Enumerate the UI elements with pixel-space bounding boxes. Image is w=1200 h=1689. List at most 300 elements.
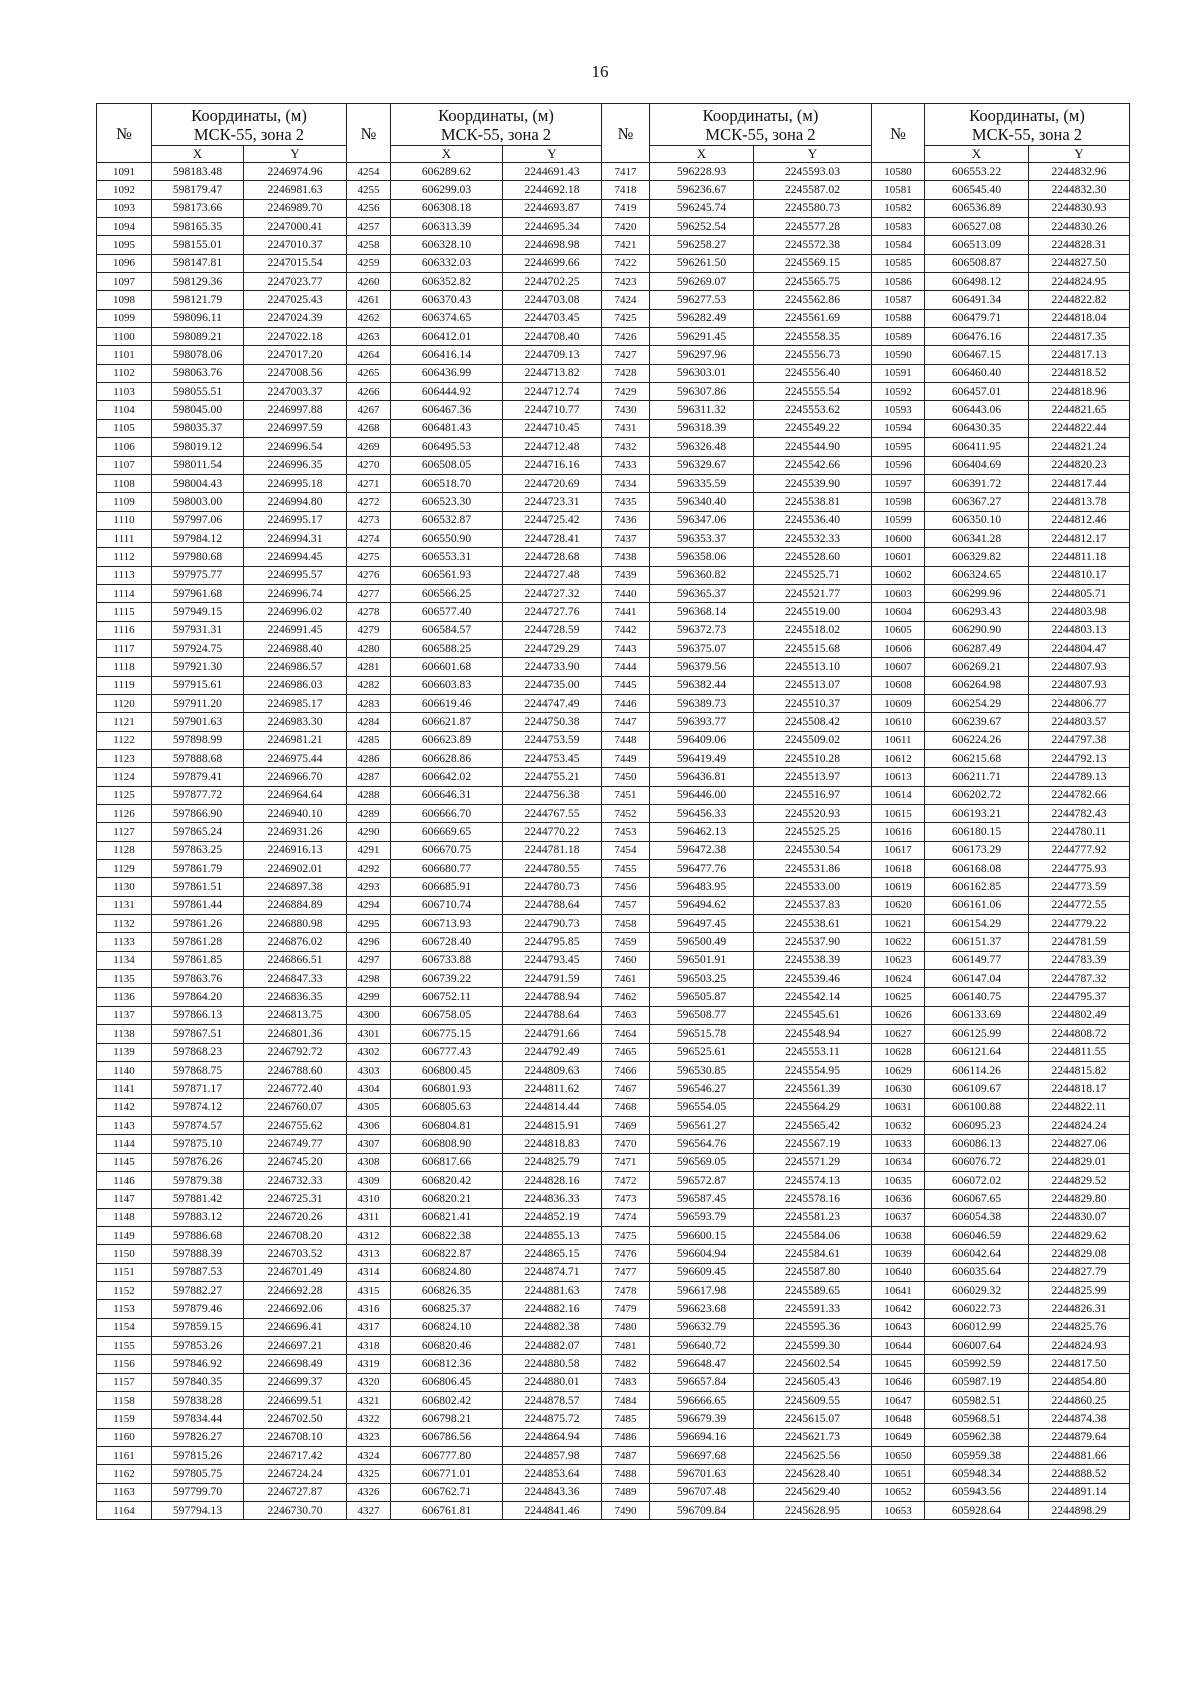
x-coordinate-cell: 606713.93: [391, 915, 503, 933]
y-coordinate-cell: 2246697.21: [244, 1337, 347, 1355]
table-row: [97, 1171, 1130, 1189]
x-coordinate-cell: 597846.92: [152, 1355, 244, 1373]
y-coordinate-cell: 2244788.64: [503, 896, 602, 914]
point-number-cell: 1135: [97, 970, 152, 988]
point-number-cell: 4257: [347, 218, 391, 236]
point-number-cell: 10612: [872, 750, 925, 768]
y-coordinate-cell: 2244817.50: [1029, 1355, 1130, 1373]
y-coordinate-cell: 2246717.42: [244, 1447, 347, 1465]
table-row: [97, 218, 1130, 236]
y-coordinate-cell: 2244781.59: [1029, 933, 1130, 951]
y-coordinate-cell: 2245602.54: [754, 1355, 872, 1373]
x-coordinate-cell: 606518.70: [391, 474, 503, 492]
x-coordinate-cell: 606824.80: [391, 1263, 503, 1281]
y-coordinate-cell: 2245574.13: [754, 1171, 872, 1189]
point-number-cell: 1138: [97, 1025, 152, 1043]
y-coordinate-cell: 2244797.38: [1029, 731, 1130, 749]
point-number-cell: 1092: [97, 181, 152, 199]
point-number-cell: 10633: [872, 1135, 925, 1153]
x-coordinate-cell: 606527.08: [925, 218, 1029, 236]
y-coordinate-cell: 2244805.71: [1029, 584, 1130, 602]
point-number-cell: 4306: [347, 1116, 391, 1134]
x-coordinate-cell: 596679.39: [650, 1410, 754, 1428]
x-coordinate-cell: 597949.15: [152, 603, 244, 621]
y-coordinate-cell: 2245513.10: [754, 658, 872, 676]
y-coordinate-cell: 2244824.95: [1029, 273, 1130, 291]
y-coordinate-cell: 2245587.02: [754, 181, 872, 199]
x-coordinate-cell: 596258.27: [650, 236, 754, 254]
point-number-cell: 10635: [872, 1171, 925, 1189]
x-coordinate-cell: 606642.02: [391, 768, 503, 786]
y-coordinate-cell: 2246730.70: [244, 1502, 347, 1520]
y-coordinate-cell: 2244829.01: [1029, 1153, 1130, 1171]
y-coordinate-cell: 2244710.45: [503, 419, 602, 437]
point-number-cell: 7473: [602, 1190, 650, 1208]
y-coordinate-cell: 2246994.31: [244, 529, 347, 547]
x-coordinate-cell: 597861.26: [152, 915, 244, 933]
y-coordinate-cell: 2245536.40: [754, 511, 872, 529]
point-number-cell: 4314: [347, 1263, 391, 1281]
table-row: [97, 1337, 1130, 1355]
y-coordinate-cell: 2245584.61: [754, 1245, 872, 1263]
y-coordinate-cell: 2245509.02: [754, 731, 872, 749]
x-coordinate-cell: 606404.69: [925, 456, 1029, 474]
point-number-cell: 10644: [872, 1337, 925, 1355]
x-coordinate-cell: 596261.50: [650, 254, 754, 272]
x-coordinate-cell: 606603.83: [391, 676, 503, 694]
point-number-cell: 4269: [347, 438, 391, 456]
point-number-cell: 4286: [347, 750, 391, 768]
point-number-cell: 10595: [872, 438, 925, 456]
x-coordinate-cell: 596561.27: [650, 1116, 754, 1134]
table-row: [97, 1428, 1130, 1446]
x-coordinate-cell: 597863.25: [152, 841, 244, 859]
y-coordinate-cell: 2244879.64: [1029, 1428, 1130, 1446]
x-coordinate-cell: 597861.28: [152, 933, 244, 951]
point-number-cell: 10602: [872, 566, 925, 584]
point-number-cell: 4266: [347, 383, 391, 401]
point-number-cell: 1146: [97, 1171, 152, 1189]
x-coordinate-cell: 606566.25: [391, 584, 503, 602]
point-number-cell: 1103: [97, 383, 152, 401]
point-number-cell: 10610: [872, 713, 925, 731]
y-coordinate-cell: 2244772.55: [1029, 896, 1130, 914]
table-row: [97, 713, 1130, 731]
point-number-cell: 1124: [97, 768, 152, 786]
y-coordinate-cell: 2244829.80: [1029, 1190, 1130, 1208]
x-coordinate-cell: 606352.82: [391, 273, 503, 291]
point-number-cell: 10629: [872, 1061, 925, 1079]
x-coordinate-cell: 596515.78: [650, 1025, 754, 1043]
y-coordinate-cell: 2246995.17: [244, 511, 347, 529]
x-coordinate-cell: 606820.21: [391, 1190, 503, 1208]
x-coordinate-cell: 596446.00: [650, 786, 754, 804]
point-number-cell: 4271: [347, 474, 391, 492]
y-coordinate-cell: 2245515.68: [754, 639, 872, 657]
point-number-cell: 7440: [602, 584, 650, 602]
point-number-cell: 4275: [347, 548, 391, 566]
point-number-cell: 4277: [347, 584, 391, 602]
y-coordinate-cell: 2244821.24: [1029, 438, 1130, 456]
y-coordinate-cell: 2244733.90: [503, 658, 602, 676]
point-number-cell: 4305: [347, 1098, 391, 1116]
point-number-cell: 7430: [602, 401, 650, 419]
x-coordinate-cell: 596617.98: [650, 1281, 754, 1299]
x-coordinate-cell: 596335.59: [650, 474, 754, 492]
point-number-cell: 7465: [602, 1043, 650, 1061]
y-coordinate-cell: 2245605.43: [754, 1373, 872, 1391]
point-number-cell: 4254: [347, 163, 391, 181]
x-coordinate-cell: 605992.59: [925, 1355, 1029, 1373]
x-coordinate-cell: 597861.44: [152, 896, 244, 914]
y-coordinate-cell: 2245513.07: [754, 676, 872, 694]
y-coordinate-cell: 2246994.45: [244, 548, 347, 566]
point-number-cell: 7432: [602, 438, 650, 456]
x-coordinate-cell: 606584.57: [391, 621, 503, 639]
y-coordinate-cell: 2244792.13: [1029, 750, 1130, 768]
point-number-cell: 7439: [602, 566, 650, 584]
point-number-cell: 4315: [347, 1281, 391, 1299]
table-body: [97, 163, 1130, 1520]
table-row: [97, 1355, 1130, 1373]
x-coordinate-cell: 605959.38: [925, 1447, 1029, 1465]
point-number-cell: 1141: [97, 1080, 152, 1098]
point-number-cell: 4272: [347, 493, 391, 511]
y-coordinate-cell: 2244817.13: [1029, 346, 1130, 364]
table-row: [97, 566, 1130, 584]
y-coordinate-cell: 2244864.94: [503, 1428, 602, 1446]
x-coordinate-cell: 606289.62: [391, 163, 503, 181]
x-coordinate-cell: 597866.90: [152, 805, 244, 823]
x-coordinate-cell: 606680.77: [391, 860, 503, 878]
point-number-cell: 1150: [97, 1245, 152, 1263]
x-coordinate-cell: 597840.35: [152, 1373, 244, 1391]
y-coordinate-cell: 2244857.98: [503, 1447, 602, 1465]
y-coordinate-cell: 2244775.93: [1029, 860, 1130, 878]
point-number-cell: 1160: [97, 1428, 152, 1446]
y-coordinate-cell: 2244874.38: [1029, 1410, 1130, 1428]
y-coordinate-cell: 2244803.13: [1029, 621, 1130, 639]
x-coordinate-cell: 596372.73: [650, 621, 754, 639]
x-coordinate-cell: 597815.26: [152, 1447, 244, 1465]
x-coordinate-cell: 597997.06: [152, 511, 244, 529]
point-number-cell: 1144: [97, 1135, 152, 1153]
point-number-cell: 10608: [872, 676, 925, 694]
y-coordinate-cell: 2244795.37: [1029, 988, 1130, 1006]
y-coordinate-cell: 2244882.07: [503, 1337, 602, 1355]
point-number-cell: 4290: [347, 823, 391, 841]
x-coordinate-cell: 597924.75: [152, 639, 244, 657]
point-number-cell: 7438: [602, 548, 650, 566]
x-coordinate-cell: 606290.90: [925, 621, 1029, 639]
point-number-cell: 4300: [347, 1006, 391, 1024]
y-coordinate-cell: 2245629.40: [754, 1483, 872, 1501]
column-header-coordinates: [925, 104, 1130, 146]
point-number-cell: 4322: [347, 1410, 391, 1428]
table-row: [97, 1135, 1130, 1153]
table-row: [97, 1318, 1130, 1336]
point-number-cell: 4288: [347, 786, 391, 804]
table-row: [97, 823, 1130, 841]
point-number-cell: 4270: [347, 456, 391, 474]
x-coordinate-cell: 606029.32: [925, 1281, 1029, 1299]
y-coordinate-cell: 2244822.11: [1029, 1098, 1130, 1116]
point-number-cell: 1157: [97, 1373, 152, 1391]
y-coordinate-cell: 2244824.93: [1029, 1337, 1130, 1355]
y-coordinate-cell: 2244803.57: [1029, 713, 1130, 731]
table-row: [97, 1300, 1130, 1318]
point-number-cell: 7420: [602, 218, 650, 236]
x-coordinate-cell: 606508.87: [925, 254, 1029, 272]
x-coordinate-cell: 597961.68: [152, 584, 244, 602]
x-coordinate-cell: 606476.16: [925, 328, 1029, 346]
y-coordinate-cell: 2244781.18: [503, 841, 602, 859]
point-number-cell: 1137: [97, 1006, 152, 1024]
x-coordinate-cell: 596340.40: [650, 493, 754, 511]
point-number-cell: 7489: [602, 1483, 650, 1501]
point-number-cell: 1119: [97, 676, 152, 694]
table-row: [97, 1410, 1130, 1428]
y-coordinate-cell: 2244852.19: [503, 1208, 602, 1226]
point-number-cell: 1113: [97, 566, 152, 584]
coordinates-subtitle: МСК-55, зона 2: [193, 124, 305, 144]
x-coordinate-cell: 598063.76: [152, 364, 244, 382]
x-coordinate-cell: 597888.68: [152, 750, 244, 768]
x-coordinate-cell: 606786.56: [391, 1428, 503, 1446]
x-coordinate-cell: 596228.93: [650, 163, 754, 181]
point-number-cell: 1136: [97, 988, 152, 1006]
y-coordinate-cell: 2245595.36: [754, 1318, 872, 1336]
coordinates-table: [96, 103, 1130, 1520]
x-coordinate-cell: 606577.40: [391, 603, 503, 621]
point-number-cell: 4285: [347, 731, 391, 749]
x-coordinate-cell: 606444.92: [391, 383, 503, 401]
y-coordinate-cell: 2244881.66: [1029, 1447, 1130, 1465]
x-coordinate-cell: 597931.31: [152, 621, 244, 639]
x-coordinate-cell: 606332.03: [391, 254, 503, 272]
x-coordinate-cell: 596375.07: [650, 639, 754, 657]
x-coordinate-cell: 606553.31: [391, 548, 503, 566]
x-coordinate-cell: 596508.77: [650, 1006, 754, 1024]
x-coordinate-cell: 598078.06: [152, 346, 244, 364]
x-coordinate-cell: 606777.43: [391, 1043, 503, 1061]
y-coordinate-cell: 2244780.73: [503, 878, 602, 896]
column-header-x: X: [391, 146, 503, 163]
y-coordinate-cell: 2244854.80: [1029, 1373, 1130, 1391]
point-number-cell: 7426: [602, 328, 650, 346]
point-number-cell: 7427: [602, 346, 650, 364]
point-number-cell: 10646: [872, 1373, 925, 1391]
x-coordinate-cell: 596525.61: [650, 1043, 754, 1061]
point-number-cell: 7472: [602, 1171, 650, 1189]
point-number-cell: 4310: [347, 1190, 391, 1208]
table-row: [97, 658, 1130, 676]
x-coordinate-cell: 606812.36: [391, 1355, 503, 1373]
y-coordinate-cell: 2244836.33: [503, 1190, 602, 1208]
point-number-cell: 7442: [602, 621, 650, 639]
point-number-cell: 1155: [97, 1337, 152, 1355]
y-coordinate-cell: 2245599.30: [754, 1337, 872, 1355]
y-coordinate-cell: 2244792.49: [503, 1043, 602, 1061]
y-coordinate-cell: 2244804.47: [1029, 639, 1130, 657]
point-number-cell: 10597: [872, 474, 925, 492]
x-coordinate-cell: 606628.86: [391, 750, 503, 768]
point-number-cell: 4312: [347, 1226, 391, 1244]
x-coordinate-cell: 597882.27: [152, 1281, 244, 1299]
y-coordinate-cell: 2244818.96: [1029, 383, 1130, 401]
point-number-cell: 7429: [602, 383, 650, 401]
x-coordinate-cell: 605982.51: [925, 1392, 1029, 1410]
y-coordinate-cell: 2245556.40: [754, 364, 872, 382]
y-coordinate-cell: 2244789.13: [1029, 768, 1130, 786]
point-number-cell: 4309: [347, 1171, 391, 1189]
page-number: 16: [591, 62, 609, 81]
x-coordinate-cell: 606086.13: [925, 1135, 1029, 1153]
y-coordinate-cell: 2246981.21: [244, 731, 347, 749]
point-number-cell: 7424: [602, 291, 650, 309]
point-number-cell: 4304: [347, 1080, 391, 1098]
x-coordinate-cell: 606825.37: [391, 1300, 503, 1318]
point-number-cell: 7466: [602, 1061, 650, 1079]
point-number-cell: 1125: [97, 786, 152, 804]
x-coordinate-cell: 606685.91: [391, 878, 503, 896]
point-number-cell: 4303: [347, 1061, 391, 1079]
y-coordinate-cell: 2244830.26: [1029, 218, 1130, 236]
x-coordinate-cell: 596252.54: [650, 218, 754, 236]
table-row: [97, 456, 1130, 474]
point-number-cell: 7444: [602, 658, 650, 676]
table-row: [97, 603, 1130, 621]
point-number-cell: 7443: [602, 639, 650, 657]
x-coordinate-cell: 606561.93: [391, 566, 503, 584]
y-coordinate-cell: 2244773.59: [1029, 878, 1130, 896]
y-coordinate-cell: 2244708.40: [503, 328, 602, 346]
x-coordinate-cell: 606287.49: [925, 639, 1029, 657]
y-coordinate-cell: 2246991.45: [244, 621, 347, 639]
y-coordinate-cell: 2244822.82: [1029, 291, 1130, 309]
point-number-cell: 10594: [872, 419, 925, 437]
x-coordinate-cell: 606820.42: [391, 1171, 503, 1189]
point-number-cell: 10640: [872, 1263, 925, 1281]
point-number-cell: 4325: [347, 1465, 391, 1483]
x-coordinate-cell: 597886.68: [152, 1226, 244, 1244]
x-coordinate-cell: 606293.43: [925, 603, 1029, 621]
y-coordinate-cell: 2244827.79: [1029, 1263, 1130, 1281]
point-number-cell: 1158: [97, 1392, 152, 1410]
y-coordinate-cell: 2244703.08: [503, 291, 602, 309]
x-coordinate-cell: 596318.39: [650, 419, 754, 437]
point-number-cell: 10619: [872, 878, 925, 896]
point-number-cell: 7435: [602, 493, 650, 511]
point-number-cell: 1117: [97, 639, 152, 657]
x-coordinate-cell: 606467.36: [391, 401, 503, 419]
x-coordinate-cell: 606804.81: [391, 1116, 503, 1134]
x-coordinate-cell: 596604.94: [650, 1245, 754, 1263]
point-number-cell: 1162: [97, 1465, 152, 1483]
y-coordinate-cell: 2245520.93: [754, 805, 872, 823]
x-coordinate-cell: 606067.65: [925, 1190, 1029, 1208]
x-coordinate-cell: 597898.99: [152, 731, 244, 749]
y-coordinate-cell: 2244828.31: [1029, 236, 1130, 254]
point-number-cell: 4308: [347, 1153, 391, 1171]
point-number-cell: 4299: [347, 988, 391, 1006]
point-number-cell: 4265: [347, 364, 391, 382]
point-number-cell: 1102: [97, 364, 152, 382]
table-row: [97, 1483, 1130, 1501]
point-number-cell: 4326: [347, 1483, 391, 1501]
x-coordinate-cell: 596701.63: [650, 1465, 754, 1483]
x-coordinate-cell: 597805.75: [152, 1465, 244, 1483]
point-number-cell: 7448: [602, 731, 650, 749]
y-coordinate-cell: 2244782.43: [1029, 805, 1130, 823]
point-number-cell: 7483: [602, 1373, 650, 1391]
y-coordinate-cell: 2245538.39: [754, 951, 872, 969]
point-number-cell: 10607: [872, 658, 925, 676]
y-coordinate-cell: 2244753.59: [503, 731, 602, 749]
x-coordinate-cell: 598179.47: [152, 181, 244, 199]
x-coordinate-cell: 598055.51: [152, 383, 244, 401]
y-coordinate-cell: 2245510.28: [754, 750, 872, 768]
x-coordinate-cell: 596347.06: [650, 511, 754, 529]
y-coordinate-cell: 2246698.49: [244, 1355, 347, 1373]
y-coordinate-cell: 2244888.52: [1029, 1465, 1130, 1483]
y-coordinate-cell: 2244813.78: [1029, 493, 1130, 511]
y-coordinate-cell: 2244891.14: [1029, 1483, 1130, 1501]
x-coordinate-cell: 597866.13: [152, 1006, 244, 1024]
x-coordinate-cell: 606802.42: [391, 1392, 503, 1410]
x-coordinate-cell: 606430.35: [925, 419, 1029, 437]
table-row: [97, 529, 1130, 547]
x-coordinate-cell: 606022.73: [925, 1300, 1029, 1318]
y-coordinate-cell: 2244806.77: [1029, 694, 1130, 712]
y-coordinate-cell: 2246975.44: [244, 750, 347, 768]
x-coordinate-cell: 606042.64: [925, 1245, 1029, 1263]
table-row: [97, 1025, 1130, 1043]
y-coordinate-cell: 2246994.80: [244, 493, 347, 511]
y-coordinate-cell: 2244814.44: [503, 1098, 602, 1116]
y-coordinate-cell: 2244811.18: [1029, 548, 1130, 566]
table-row: [97, 346, 1130, 364]
x-coordinate-cell: 606820.46: [391, 1337, 503, 1355]
point-number-cell: 1148: [97, 1208, 152, 1226]
y-coordinate-cell: 2247000.41: [244, 218, 347, 236]
y-coordinate-cell: 2246902.01: [244, 860, 347, 878]
point-number-cell: 10596: [872, 456, 925, 474]
point-number-cell: 1094: [97, 218, 152, 236]
y-coordinate-cell: 2244703.45: [503, 309, 602, 327]
point-number-cell: 4283: [347, 694, 391, 712]
y-coordinate-cell: 2245542.14: [754, 988, 872, 1006]
y-coordinate-cell: 2247025.43: [244, 291, 347, 309]
y-coordinate-cell: 2246847.33: [244, 970, 347, 988]
x-coordinate-cell: 606710.74: [391, 896, 503, 914]
point-number-cell: 4279: [347, 621, 391, 639]
point-number-cell: 1131: [97, 896, 152, 914]
point-number-cell: 1095: [97, 236, 152, 254]
y-coordinate-cell: 2245538.81: [754, 493, 872, 511]
y-coordinate-cell: 2245525.25: [754, 823, 872, 841]
point-number-cell: 10645: [872, 1355, 925, 1373]
x-coordinate-cell: 598019.12: [152, 438, 244, 456]
x-coordinate-cell: 606416.14: [391, 346, 503, 364]
point-number-cell: 7481: [602, 1337, 650, 1355]
x-coordinate-cell: 606532.87: [391, 511, 503, 529]
y-coordinate-cell: 2246760.07: [244, 1098, 347, 1116]
x-coordinate-cell: 606798.21: [391, 1410, 503, 1428]
x-coordinate-cell: 596503.25: [650, 970, 754, 988]
table-row: [97, 676, 1130, 694]
x-coordinate-cell: 606154.29: [925, 915, 1029, 933]
